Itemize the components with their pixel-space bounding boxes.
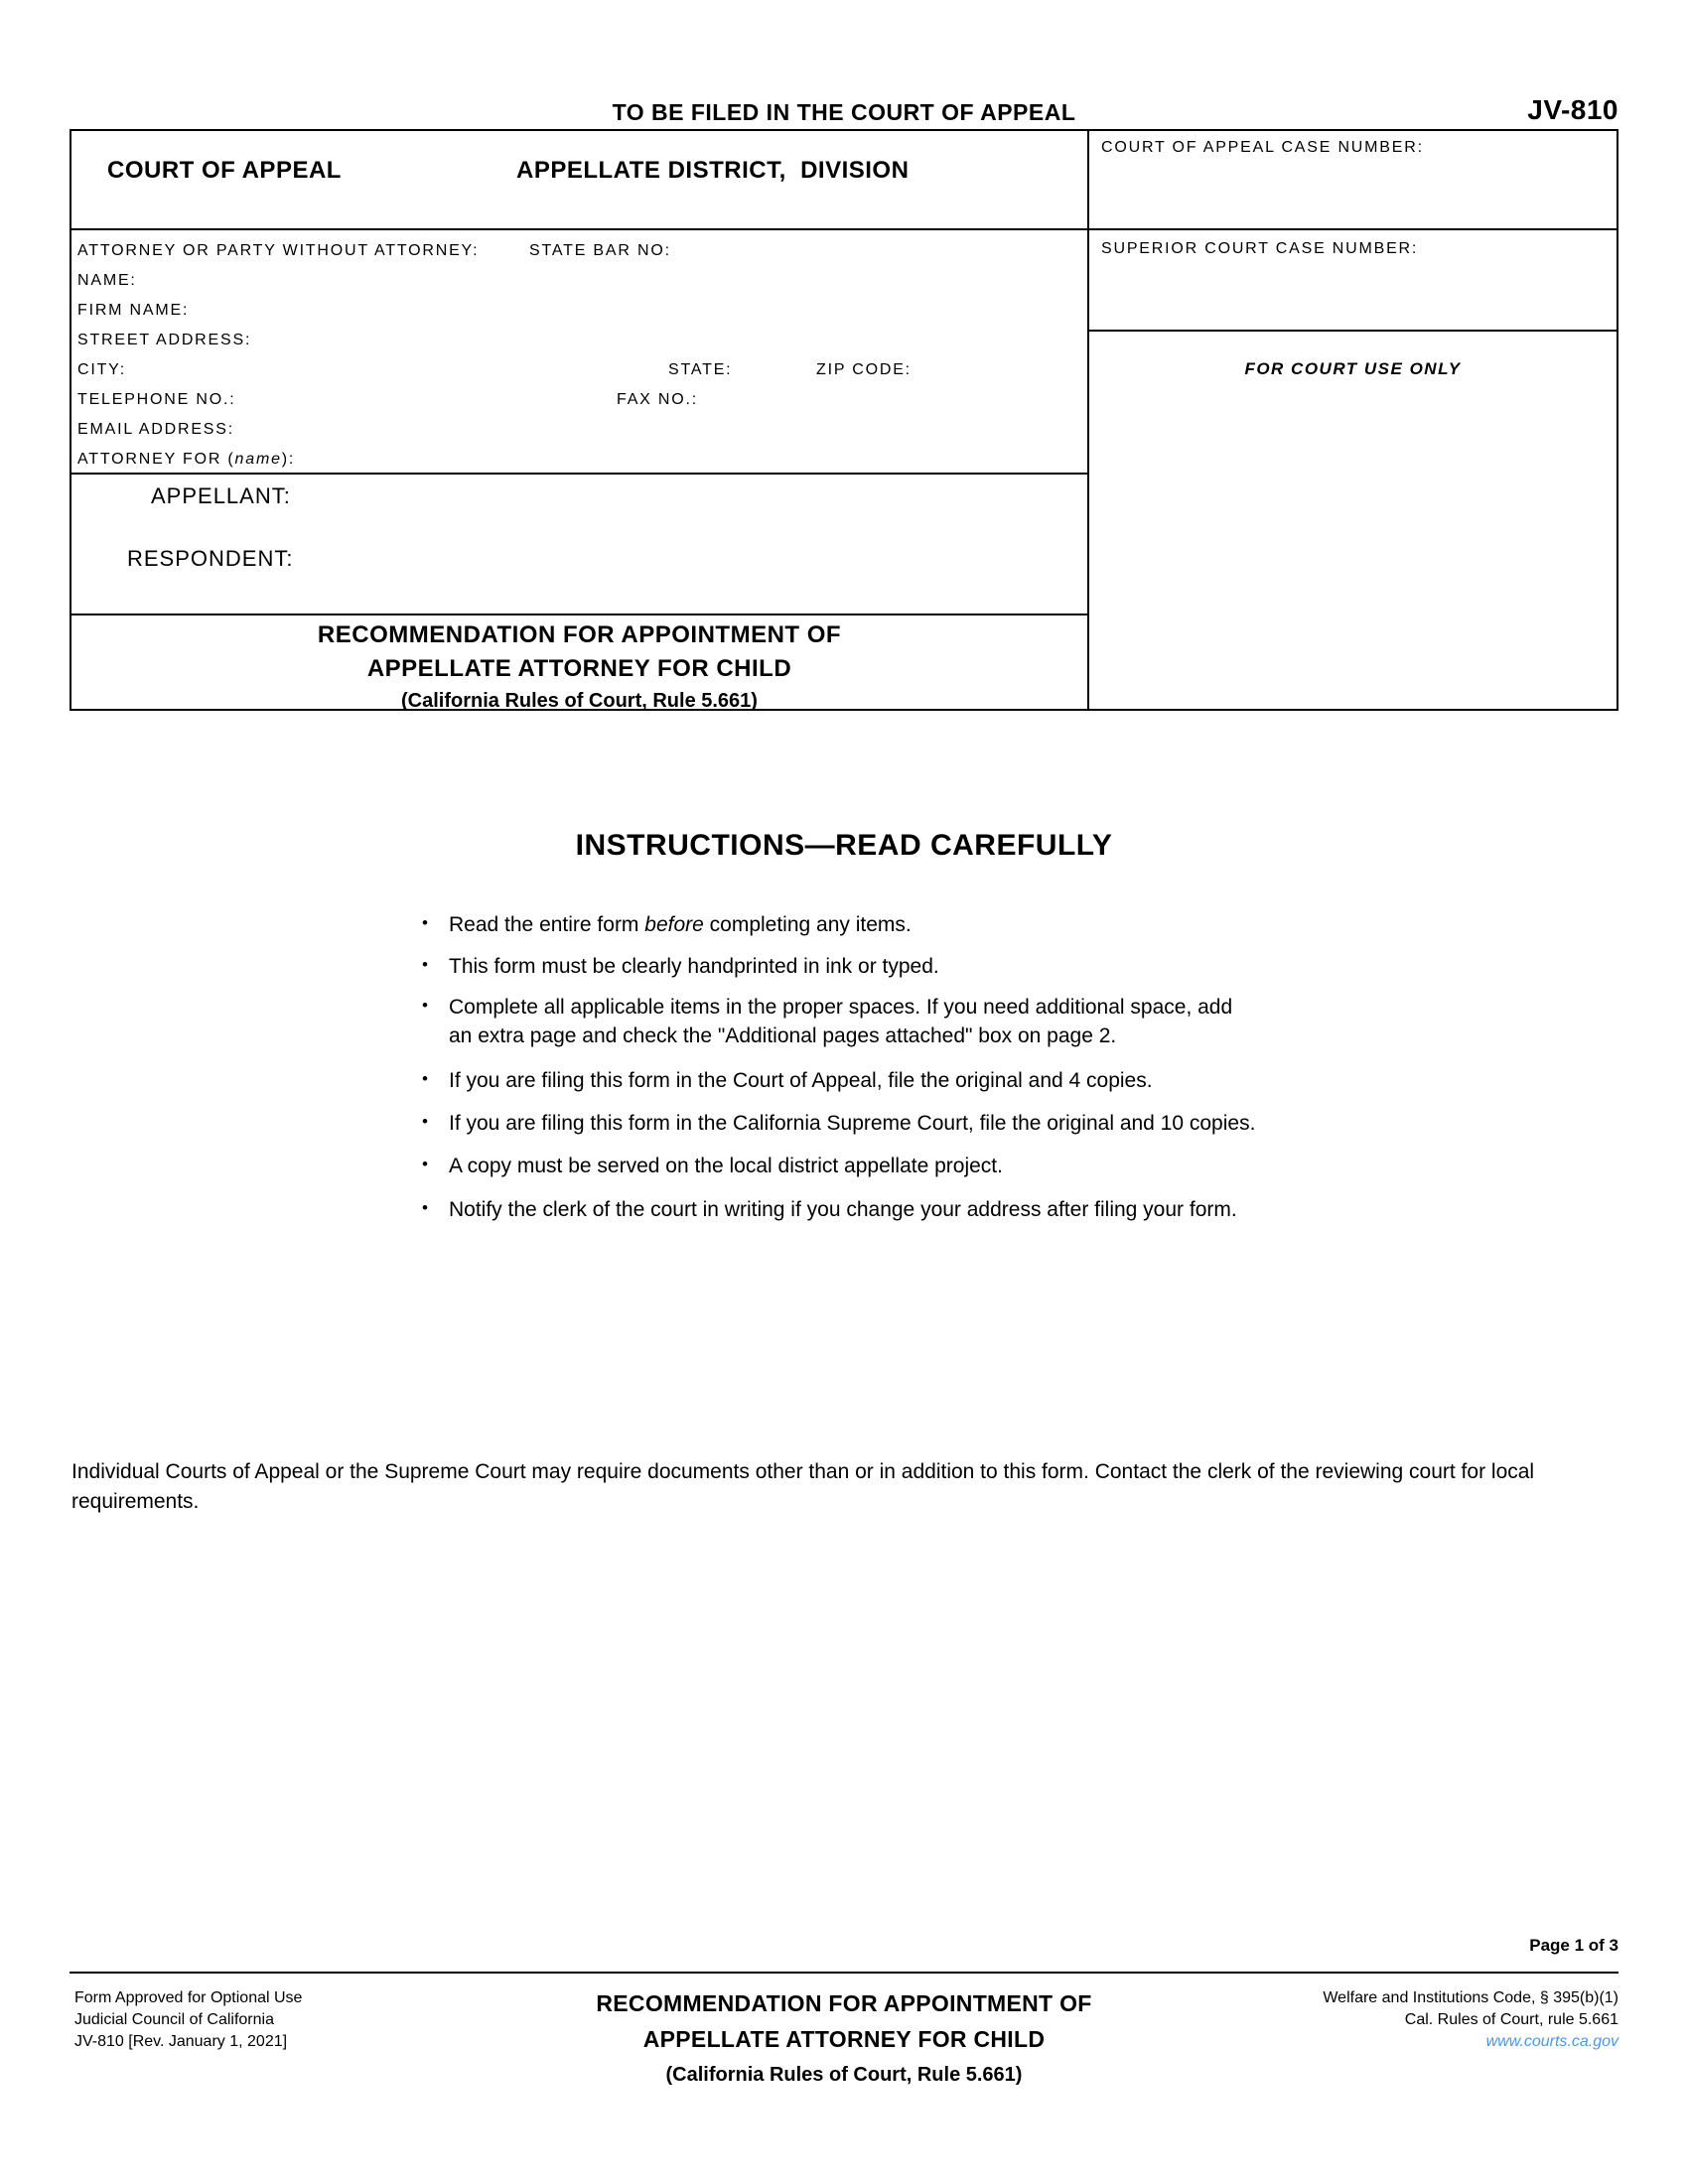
name-label: NAME: <box>77 272 137 289</box>
zip-code-label: ZIP CODE: <box>816 361 912 378</box>
footer-title-line2: APPELLATE ATTORNEY FOR CHILD <box>642 2026 1046 2052</box>
respondent-input-area[interactable] <box>369 540 1084 598</box>
instructions-heading: INSTRUCTIONS—READ CAREFULLY <box>575 829 1113 862</box>
form-title-rule-reference: (California Rules of Court, Rule 5.661) <box>401 690 758 712</box>
table-divider <box>1089 228 1617 230</box>
instruction-bullet: • Read the entire form before completing any items. <box>422 910 1425 939</box>
attorney-or-party-label: ATTORNEY OR PARTY WITHOUT ATTORNEY: <box>77 242 480 259</box>
footer-title-rule-reference: (California Rules of Court, Rule 5.661) <box>665 2064 1023 2086</box>
state-bar-no-label: STATE BAR NO: <box>529 242 671 259</box>
firm-name-label: FIRM NAME: <box>77 302 190 319</box>
form-title-line2: APPELLATE ATTORNEY FOR CHILD <box>366 655 792 682</box>
instruction-bullet: • If you are filing this form in the California Supreme Court, file the original and 10 copies. <box>422 1109 1425 1138</box>
bullet-marker-icon <box>422 1064 428 1093</box>
for-court-use-only-label: FOR COURT USE ONLY <box>1244 359 1462 378</box>
fax-no-label: FAX NO.: <box>617 391 698 408</box>
footer-divider <box>70 1972 1618 1974</box>
respondent-label: RESPONDENT: <box>127 546 294 571</box>
instruction-bullet: • Complete all applicable items in the proper spaces. If you need additional space, add an extra page and check the "Additional pages attached" box on page 2. <box>422 993 1425 1050</box>
bullet-marker-icon <box>422 908 428 937</box>
attorney-for-label: ATTORNEY FOR (name): <box>77 451 296 468</box>
footer-approval-line: Judicial Council of California <box>74 2011 274 2028</box>
caption-table <box>70 129 1618 711</box>
instruction-bullet: • A copy must be served on the local district appellate project. <box>422 1152 1425 1180</box>
courts-website-link[interactable]: www.courts.ca.gov <box>1485 2033 1618 2050</box>
local-requirements-note: Individual Courts of Appeal or the Supreme Court may require documents other than or in addition to this form. Contact the clerk of the reviewing court for local requirements. <box>71 1460 1535 1513</box>
bullet-marker-icon <box>422 1193 428 1222</box>
street-address-label: STREET ADDRESS: <box>77 332 252 348</box>
court-of-appeal-case-number-label: COURT OF APPEAL CASE NUMBER: <box>1101 139 1424 156</box>
bullet-marker-icon <box>422 991 428 1020</box>
city-label: CITY: <box>77 361 127 378</box>
court-of-appeal-label: COURT OF APPEAL <box>107 157 342 184</box>
footer-statute-line: Welfare and Institutions Code, § 395(b)(1) <box>1323 1989 1618 2006</box>
table-divider <box>71 228 1087 230</box>
telephone-no-label: TELEPHONE NO.: <box>77 391 236 408</box>
instruction-bullet: • If you are filing this form in the Court of Appeal, file the original and 4 copies. <box>422 1066 1425 1095</box>
footer-approval-line: Form Approved for Optional Use <box>74 1989 303 2006</box>
footer-title-line1: RECOMMENDATION FOR APPOINTMENT OF <box>596 1990 1092 2016</box>
state-label: STATE: <box>668 361 733 378</box>
email-address-label: EMAIL ADDRESS: <box>77 421 234 438</box>
bullet-marker-icon <box>422 1150 428 1178</box>
footer-rule-line: Cal. Rules of Court, rule 5.661 <box>1404 2011 1618 2028</box>
table-vertical-divider <box>1087 131 1089 709</box>
form-title-line1: RECOMMENDATION FOR APPOINTMENT OF <box>317 621 842 648</box>
table-divider <box>71 473 1087 475</box>
court-of-appeal-case-number-input-area[interactable] <box>1091 171 1615 226</box>
bullet-marker-icon <box>422 950 428 979</box>
table-divider <box>71 614 1087 615</box>
filed-note: TO BE FILED IN THE COURT OF APPEAL <box>612 99 1076 125</box>
form-number-label: JV-810 <box>1527 94 1618 125</box>
appellate-district-label: APPELLATE DISTRICT, DIVISION <box>516 157 910 184</box>
superior-court-case-number-input-area[interactable] <box>1091 272 1615 328</box>
superior-court-case-number-label: SUPERIOR COURT CASE NUMBER: <box>1101 240 1419 257</box>
footer-statute-block <box>1323 1987 1618 2053</box>
instruction-bullet: • This form must be clearly handprinted in ink or typed. <box>422 952 1425 981</box>
page-indicator: Page 1 of 3 <box>1529 1936 1618 1955</box>
footer-form-revision: JV-810 [Rev. January 1, 2021] <box>74 2033 288 2050</box>
bullet-marker-icon <box>422 1107 428 1136</box>
appellant-label: APPELLANT: <box>151 483 291 508</box>
table-divider <box>1089 330 1617 332</box>
appellant-input-area[interactable] <box>369 477 1084 534</box>
instruction-bullet: • Notify the clerk of the court in writing if you change your address after filing your form. <box>422 1195 1425 1224</box>
